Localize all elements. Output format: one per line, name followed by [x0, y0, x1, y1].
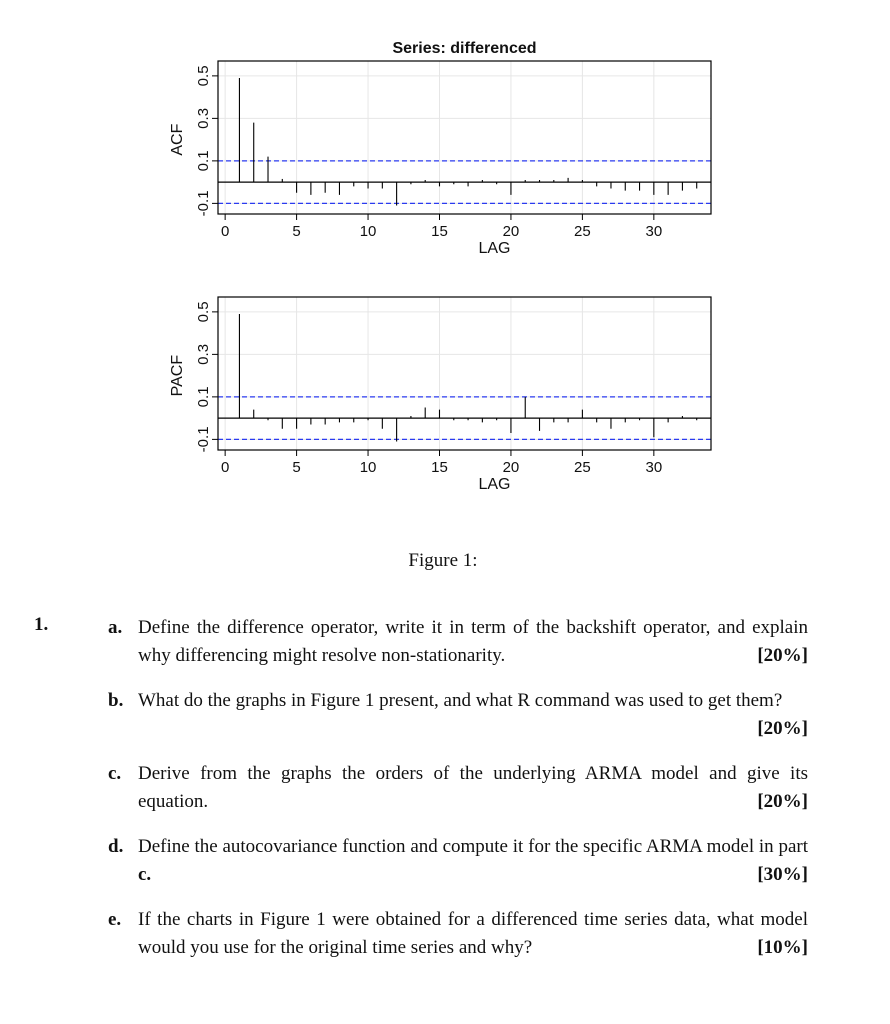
- part-body: [138, 687, 808, 743]
- y-tick-label: 0.3: [195, 107, 212, 129]
- part-body: [138, 760, 808, 816]
- part-text: If the charts in Figure 1 were obtained for a differenced time series data, what model would you use for the original time series and why?: [138, 909, 808, 958]
- y-axis-label: PACF: [169, 354, 186, 397]
- y-tick-label: 0.5: [195, 301, 212, 323]
- part-letter: d.: [108, 836, 124, 857]
- x-tick-label: 0: [220, 459, 230, 476]
- part-mark: [20%]: [757, 791, 808, 812]
- figure-caption: Figure 1:: [408, 550, 478, 571]
- y-tick-label: 0.1: [195, 150, 212, 172]
- part-body: [138, 833, 808, 889]
- part-reference: c.: [138, 864, 152, 885]
- part-letter: e.: [108, 909, 122, 930]
- part-text: Define the autocovariance function and compute it for the specific ARMA model in part: [138, 836, 808, 857]
- part-text: Derive from the graphs the orders of the underlying ARMA model and give its equation.: [138, 763, 808, 812]
- acf-panel: [169, 40, 711, 257]
- y-tick-label: -0.1: [195, 190, 212, 217]
- x-tick-label: 5: [292, 459, 301, 476]
- question-part-a: [108, 614, 808, 670]
- y-tick-label: 0.1: [195, 386, 212, 408]
- plot-frame: [218, 61, 711, 214]
- part-body: [138, 906, 808, 962]
- question-part-e: [108, 906, 808, 962]
- part-mark: [20%]: [757, 645, 808, 666]
- x-tick-label: 30: [645, 223, 663, 240]
- question-parts: [108, 614, 808, 979]
- part-letter: c.: [108, 763, 122, 784]
- chart-title: Series: differenced: [392, 40, 537, 57]
- question-part-d: [108, 833, 808, 889]
- x-tick-label: 15: [431, 223, 448, 240]
- x-tick-label: 0: [220, 223, 230, 240]
- part-mark: [20%]: [757, 718, 808, 739]
- part-letter: b.: [108, 690, 124, 711]
- plot-frame: [218, 297, 711, 450]
- y-tick-label: -0.1: [195, 426, 212, 453]
- part-mark: [30%]: [757, 864, 808, 885]
- y-tick-label: 0.3: [195, 343, 212, 365]
- x-axis-label: LAG: [478, 476, 511, 493]
- part-body: [138, 614, 808, 670]
- x-tick-label: 20: [502, 223, 520, 240]
- x-tick-label: 25: [574, 223, 591, 240]
- part-letter: a.: [108, 617, 123, 638]
- x-tick-label: 10: [359, 459, 377, 476]
- part-text: What do the graphs in Figure 1 present, and what R command was used to get them?: [138, 690, 783, 711]
- x-tick-label: 15: [431, 459, 448, 476]
- question-part-c: [108, 760, 808, 816]
- x-tick-label: 5: [292, 223, 301, 240]
- question-number: 1.: [34, 614, 49, 635]
- x-tick-label: 30: [645, 459, 663, 476]
- y-tick-label: 0.5: [195, 65, 212, 87]
- pacf-panel: [169, 297, 711, 493]
- x-tick-label: 20: [502, 459, 520, 476]
- x-tick-label: 25: [574, 459, 591, 476]
- y-axis-label: ACF: [169, 123, 186, 156]
- question-part-b: [108, 687, 808, 743]
- part-text: Define the difference operator, write it in term of the backshift operator, and explain why differencing might resolve non-stationarity.: [138, 617, 808, 666]
- x-axis-label: LAG: [478, 240, 511, 257]
- x-tick-label: 10: [359, 223, 377, 240]
- part-mark: [10%]: [757, 937, 808, 958]
